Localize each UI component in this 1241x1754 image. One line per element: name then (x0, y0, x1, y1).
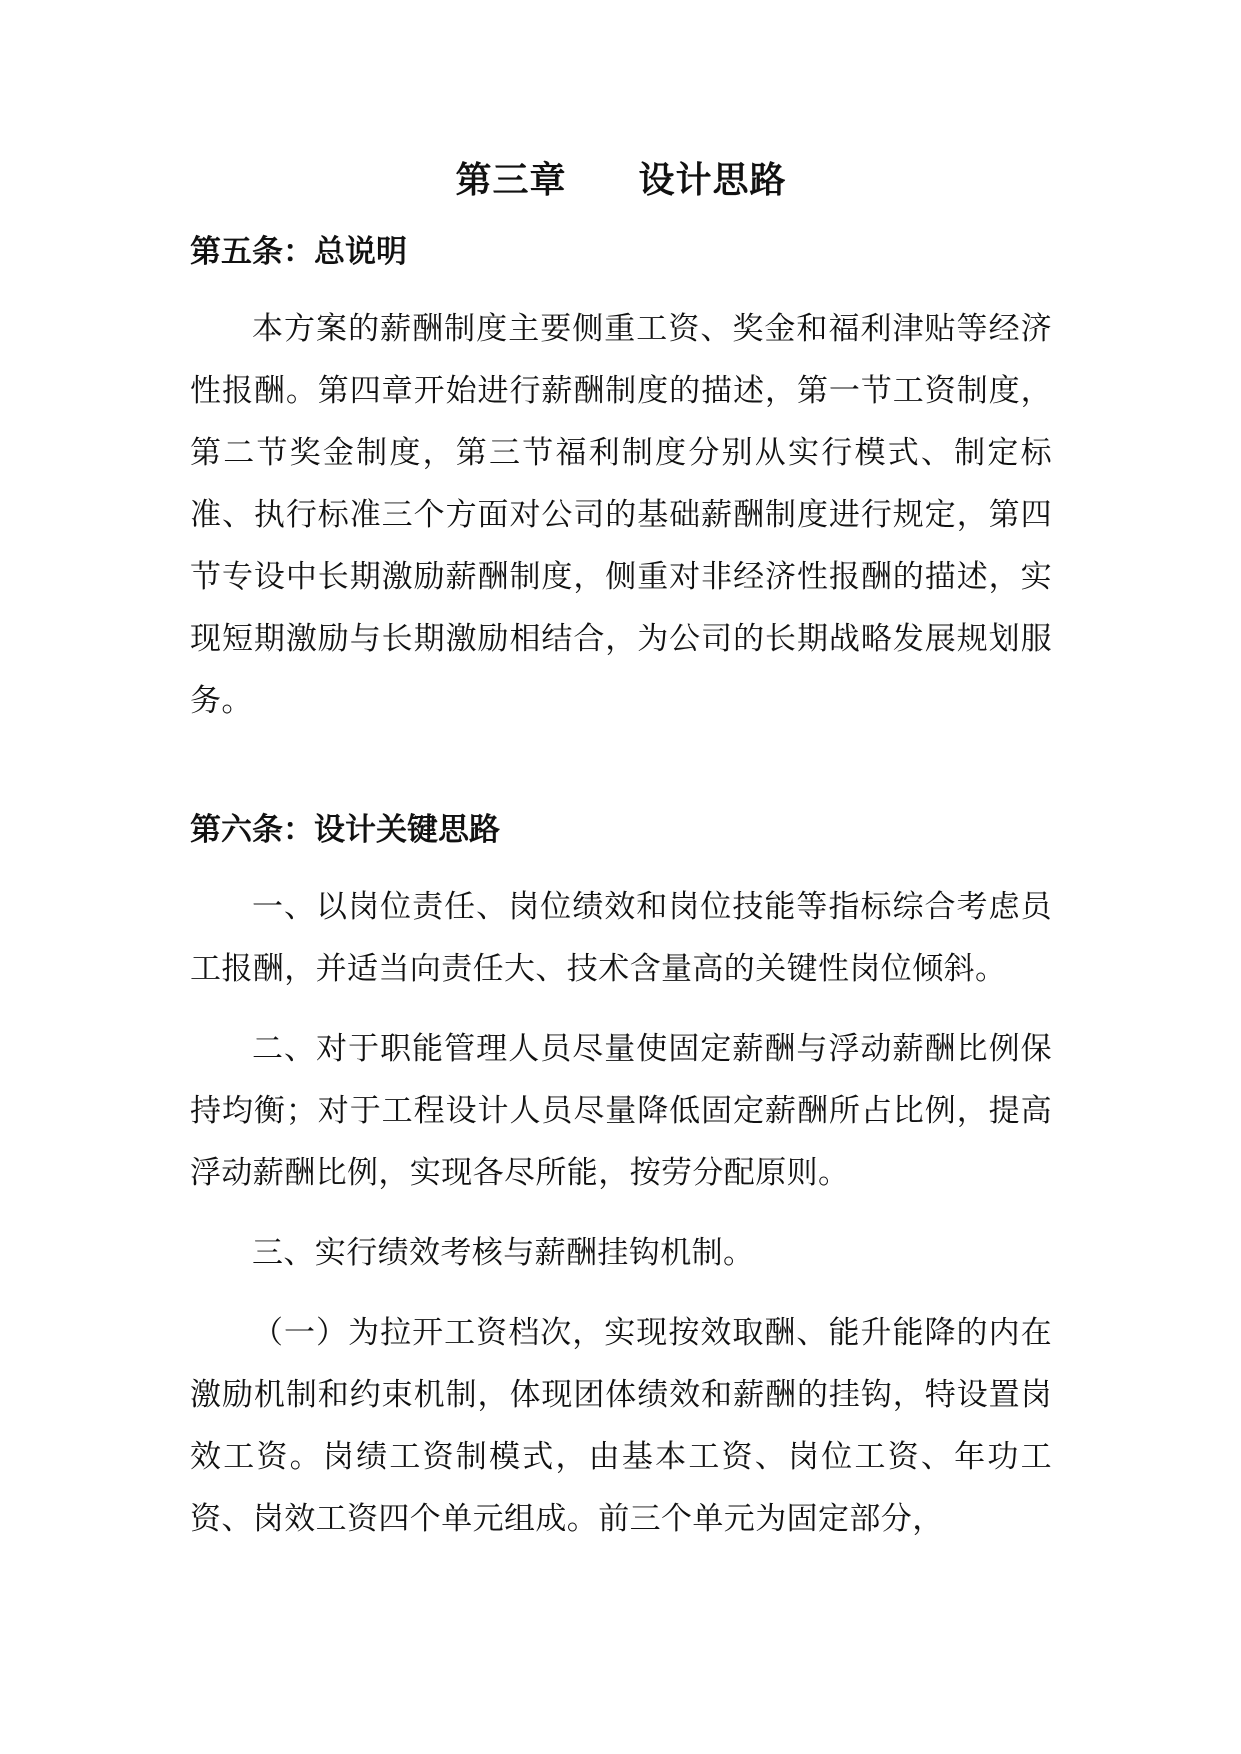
chapter-name: 设计思路 (638, 159, 787, 201)
article-6-item-3-sub-1: （一）为拉开工资档次，实现按效取酬、能升能降的内在激励机制和约束机制，体现团体绩效和薪酬的挂钩，特设置岗效工资。岗绩工资制模式，由基本工资、岗位工资、年功工资、岗效工资四个单元组成。前三个单元为固定部分， (190, 1315, 1052, 1537)
article-6-heading: 第六条：设计关键思路 (190, 812, 500, 848)
chapter-title (190, 156, 1052, 204)
article-6-item-3: 三、实行绩效考核与薪酬挂钩机制。 (252, 1235, 755, 1271)
article-5-heading: 第五条：总说明 (190, 234, 407, 270)
article-6-item-2: 二、对于职能管理人员尽量使固定薪酬与浮动薪酬比例保持均衡；对于工程设计人员尽量降低固定薪酬所占比例，提高浮动薪酬比例，实现各尽所能，按劳分配原则。 (190, 1031, 1052, 1191)
chapter-number: 第三章 (455, 159, 567, 201)
article-5-paragraph: 本方案的薪酬制度主要侧重工资、奖金和福利津贴等经济性报酬。第四章开始进行薪酬制度的描述，第一节工资制度，第二节奖金制度，第三节福利制度分别从实行模式、制定标准、执行标准三个方面对公司的基础薪酬制度进行规定，第四节专设中长期激励薪酬制度，侧重对非经济性报酬的描述，实现短期激励与长期激励相结合，为公司的长期战略发展规划服务。 (190, 311, 1052, 719)
article-6-item-1: 一、以岗位责任、岗位绩效和岗位技能等指标综合考虑员工报酬，并适当向责任大、技术含量高的关键性岗位倾斜。 (190, 889, 1052, 987)
